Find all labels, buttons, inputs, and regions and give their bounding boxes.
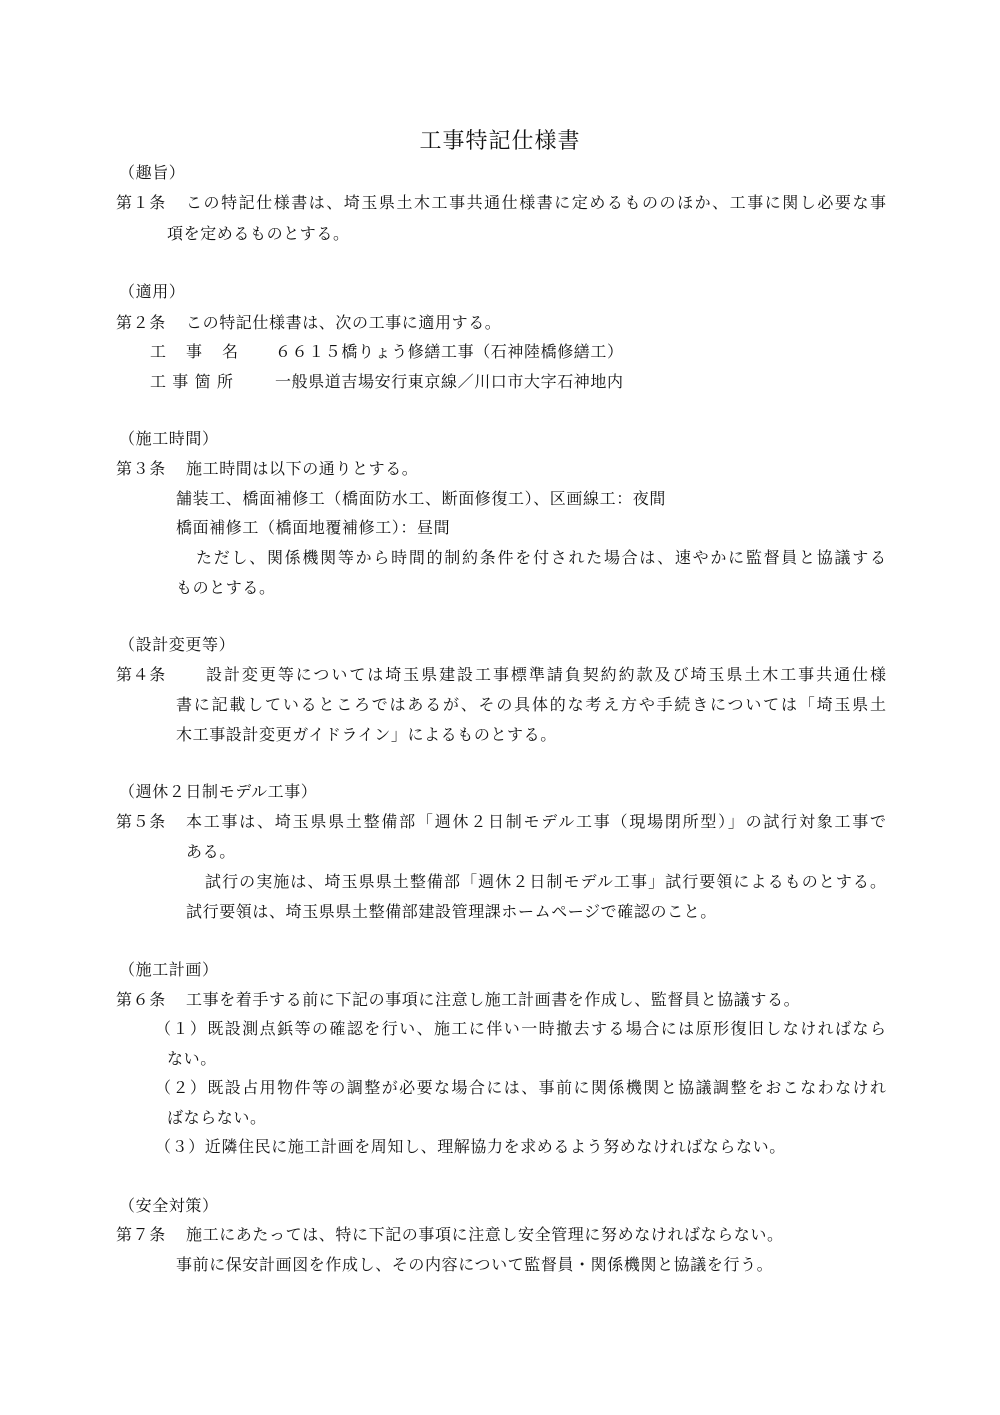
project-name-label: 工 事 名 [150, 342, 241, 361]
section-heading-application: （適用） [119, 282, 186, 301]
article-number-1: 第１条 [116, 193, 166, 212]
article-2-line-1: この特記仕様書は、次の工事に適用する。 [186, 313, 502, 332]
article-6-item-2-cont: ばならない。 [167, 1108, 267, 1127]
article-4-line-2: 書に記載しているところではあるが、その具体的な考え方や手続きについては「埼玉県土 [176, 695, 888, 714]
article-6-item-1-cont: ない。 [167, 1049, 217, 1068]
article-3-line-4: ただし、関係機関等から時間的制約条件を付された場合は、速やかに監督員と協議する [196, 548, 888, 567]
article-number-4: 第４条 [116, 665, 166, 684]
project-location-value: 一般県道吉場安行東京線／川口市大字石神地内 [275, 372, 624, 391]
article-5-line-3: 試行の実施は、埼玉県県土整備部「週休２日制モデル工事」試行要領によるものとする。 [205, 872, 888, 891]
article-4-line-3: 木工事設計変更ガイドライン」によるものとする。 [176, 725, 557, 744]
article-3-line-1: 施工時間は以下の通りとする。 [186, 459, 419, 478]
article-6-item-1: （１）既設測点鋲等の確認を行い、施工に伴い一時撤去する場合には原形復旧しなければなら [155, 1019, 888, 1038]
document-title: 工事特記仕様書 [419, 129, 581, 154]
article-number-6: 第６条 [116, 990, 166, 1009]
article-3-line-2: 舗装工、橋面補修工（橋面防水工、断面修復工）、区画線工：夜間 [176, 489, 667, 508]
article-7-line-2: 事前に保安計画図を作成し、その内容について監督員・関係機関と協議を行う。 [176, 1255, 774, 1274]
section-heading-safety: （安全対策） [119, 1196, 219, 1215]
article-5-line-2: ある。 [186, 842, 236, 861]
project-name-value: ６６１５橋りょう修繕工事（石神陸橋修繕工） [275, 342, 624, 361]
section-heading-purpose: （趣旨） [119, 163, 186, 182]
article-3-line-5: ものとする。 [176, 578, 276, 597]
section-heading-design-change: （設計変更等） [119, 635, 236, 654]
section-heading-work-hours: （施工時間） [119, 429, 219, 448]
article-6-line-1: 工事を着手する前に下記の事項に注意し施工計画書を作成し、監督員と協議する。 [186, 990, 801, 1009]
section-heading-construction-plan: （施工計画） [119, 960, 219, 979]
article-7-line-1: 施工にあたっては、特に下記の事項に注意し安全管理に努めなければならない。 [186, 1225, 784, 1244]
article-6-item-2: （２）既設占用物件等の調整が必要な場合には、事前に関係機関と協議調整をおこなわなけれ [155, 1078, 888, 1097]
article-5-line-4: 試行要領は、埼玉県県土整備部建設管理課ホームページで確認のこと。 [186, 902, 717, 921]
article-1-line-2: 項を定めるものとする。 [167, 224, 350, 243]
article-number-2: 第２条 [116, 313, 166, 332]
article-6-item-3: （３）近隣住民に施工計画を周知し、理解協力を求めるよう努めなければならない。 [155, 1137, 786, 1156]
project-location-label: 工 事 箇 所 [150, 372, 234, 391]
article-number-3: 第３条 [116, 459, 166, 478]
article-5-line-1: 本工事は、埼玉県県土整備部「週休２日制モデル工事（現場閉所型）」の試行対象工事で [186, 812, 888, 831]
article-4-line-1: 設計変更等については埼玉県建設工事標準請負契約約款及び埼玉県土木工事共通仕様 [206, 665, 888, 684]
article-1-line-1: この特記仕様書は、埼玉県土木工事共通仕様書に定めるもののほか、工事に関し必要な事 [186, 193, 888, 212]
article-3-line-3: 橋面補修工（橋面地覆補修工）：昼間 [176, 518, 451, 537]
article-number-5: 第５条 [116, 812, 166, 831]
article-number-7: 第７条 [116, 1225, 166, 1244]
section-heading-two-day-model: （週休２日制モデル工事） [119, 782, 318, 801]
